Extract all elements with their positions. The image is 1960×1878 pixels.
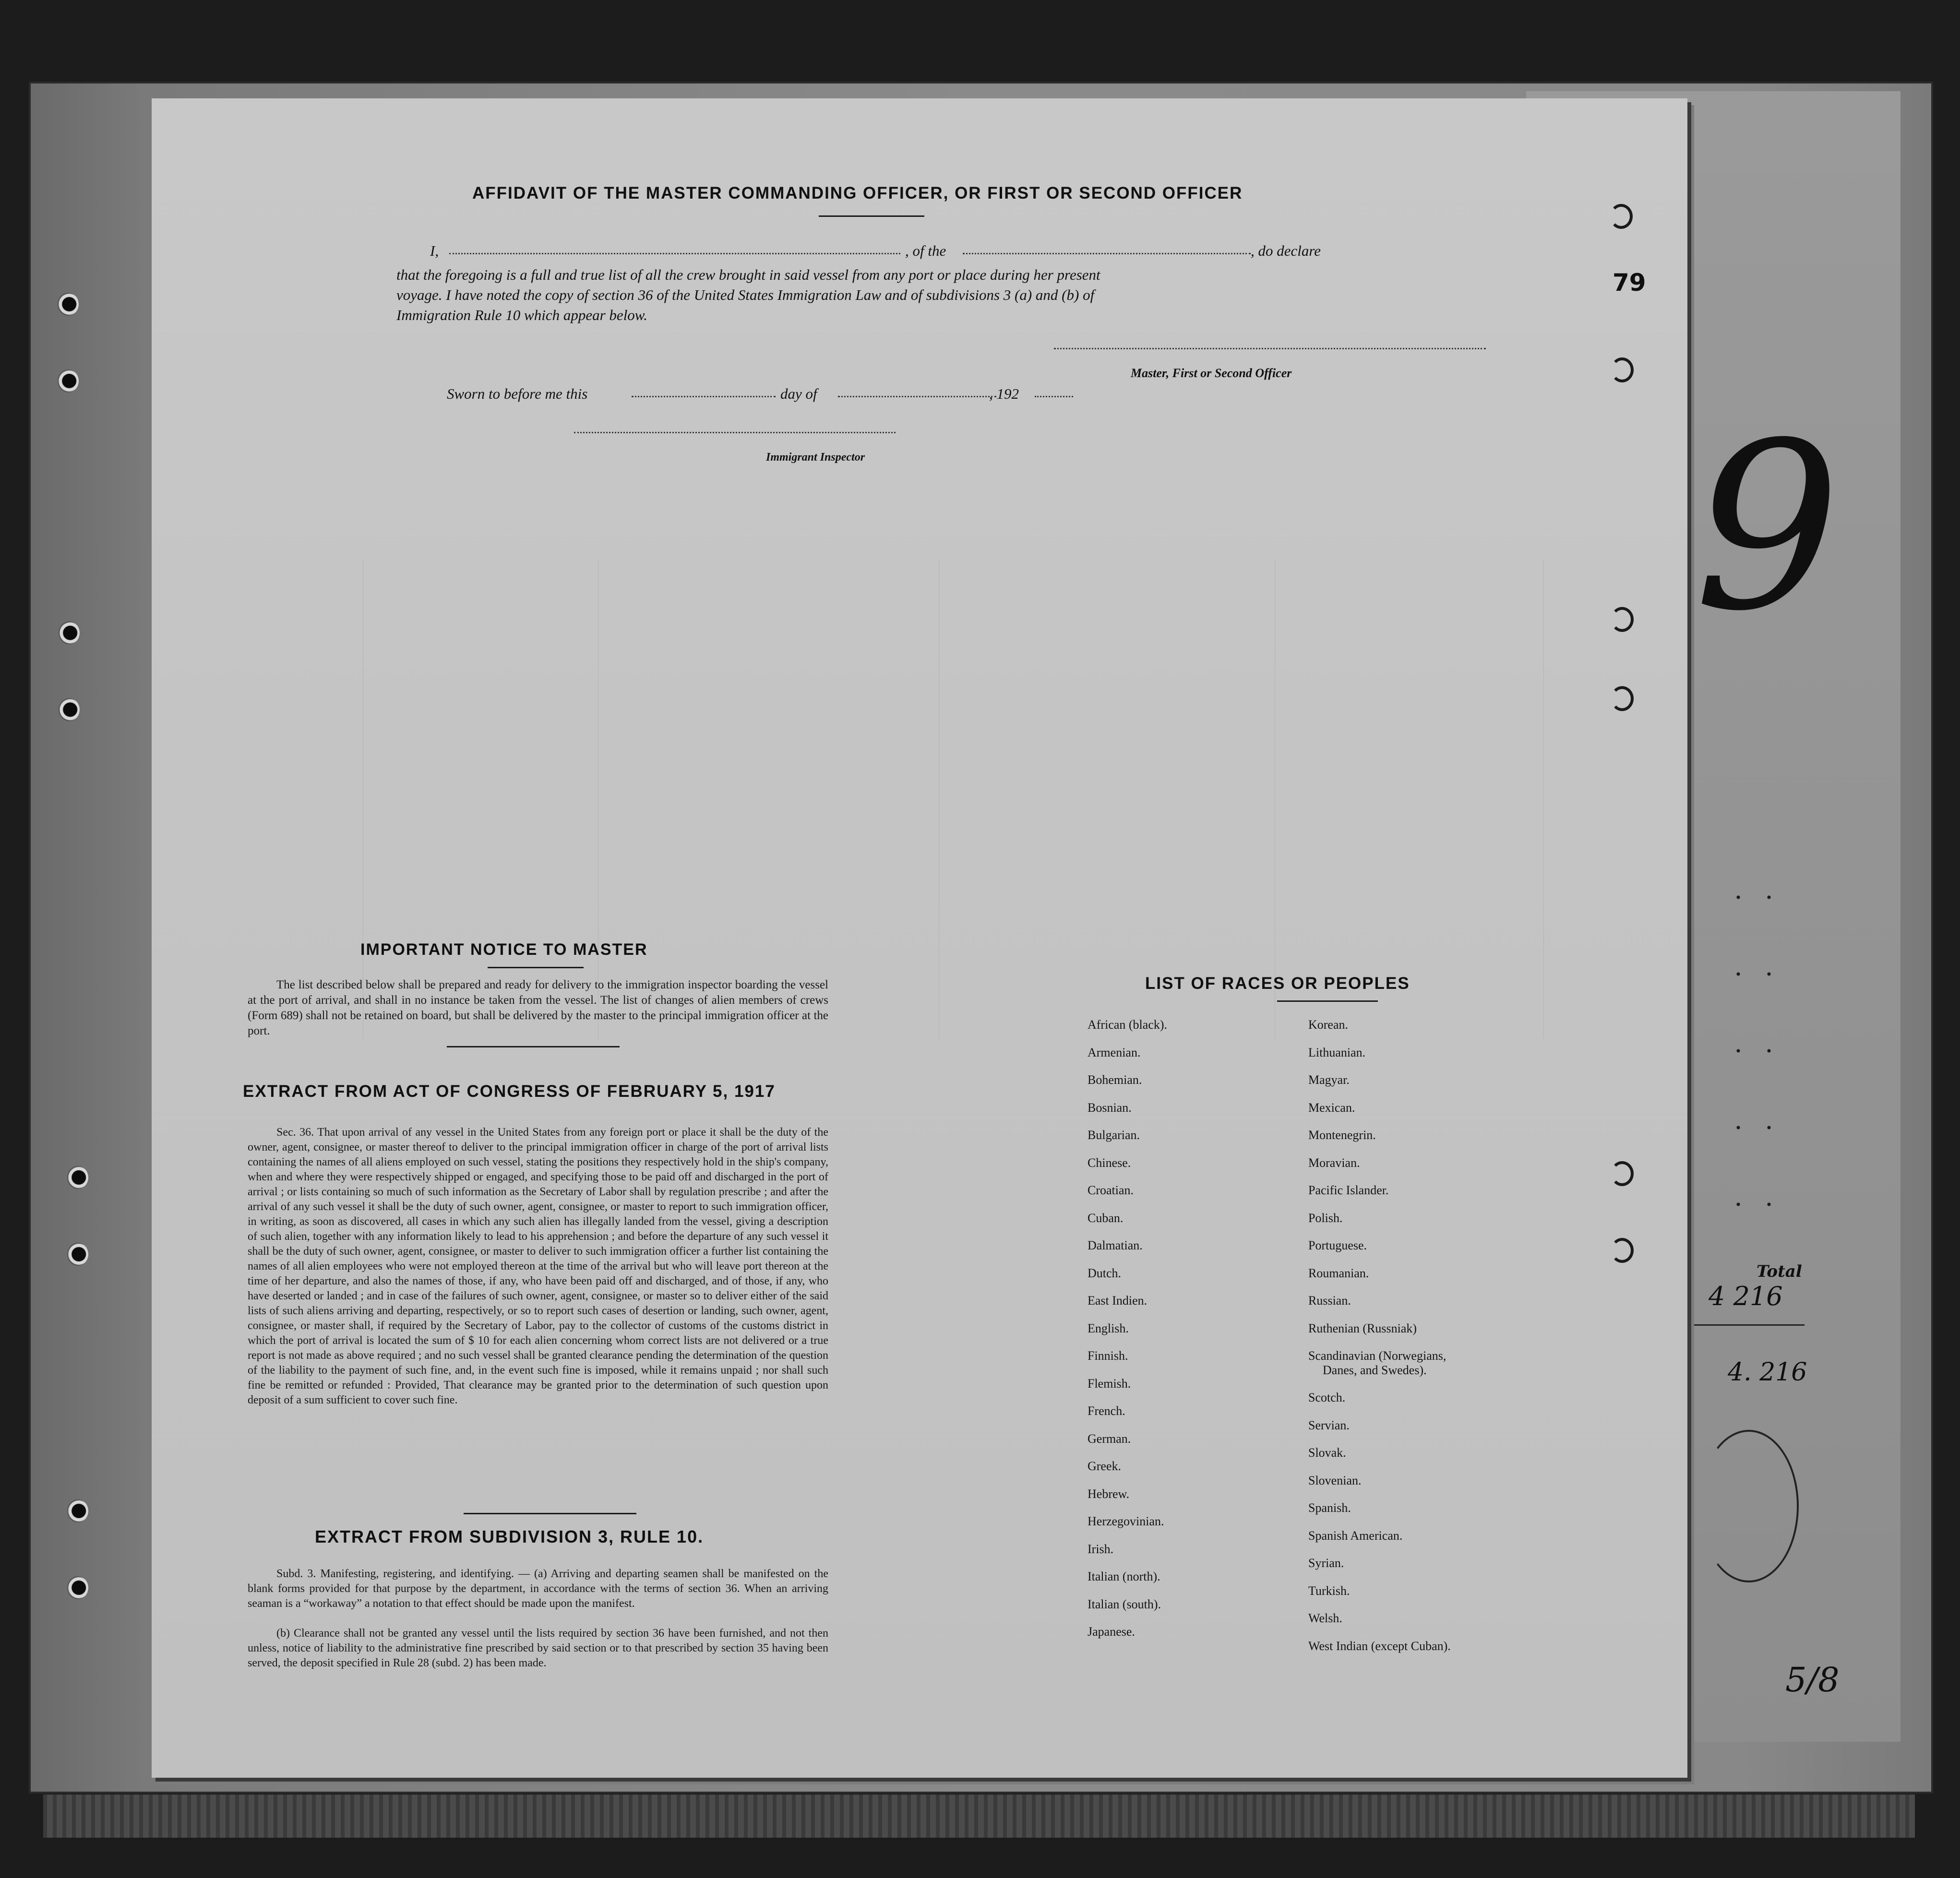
- race-item: German.: [1088, 1431, 1131, 1446]
- rule-text-b: (b) Clearance shall not be granted any vessel until the lists required by section 36 have been furnished, and not then unless, notice of liability to the administrative fine prescribed by said section or to that prescribed by section 35 having been served, the deposit specified in Rule 28 (subd. 2) has been made.: [248, 1627, 828, 1669]
- notice-title: IMPORTANT NOTICE TO MASTER: [360, 940, 648, 959]
- punch-hole-icon: [67, 1499, 88, 1522]
- race-item: Polish.: [1308, 1211, 1343, 1225]
- race-item: Slovak.: [1308, 1446, 1346, 1460]
- race-item: French.: [1088, 1404, 1125, 1418]
- rule-text-a: Subd. 3. Manifesting, registering, and identifying. — (a) Arriving and departing seamen shall be manifested on the blank forms provided for that purpose by the department, in accordance with the terms of section 36. When an arriving seaman is a “workaway” a notation to that effect should be made upon the manifest.: [248, 1568, 828, 1610]
- race-item: West Indian (except Cuban).: [1308, 1639, 1451, 1653]
- races-column-2: [1308, 1011, 1451, 1660]
- race-item: Pacific Islander.: [1308, 1183, 1389, 1197]
- total-label: Total: [1757, 1262, 1802, 1281]
- race-item: Flemish.: [1088, 1376, 1131, 1391]
- race-item: Moravian.: [1308, 1155, 1360, 1170]
- race-item: Hebrew.: [1088, 1486, 1130, 1501]
- act-title: EXTRACT FROM ACT OF CONGRESS OF FEBRUARY 5, 1917: [243, 1082, 776, 1101]
- total-value-1: 4 216: [1709, 1281, 1783, 1311]
- punch-hole-icon: [67, 1243, 88, 1266]
- race-item: Danes, and Swedes).: [1323, 1363, 1427, 1377]
- day-of-label: day of: [780, 385, 817, 402]
- races-column-1: [1088, 1011, 1167, 1646]
- big-handwritten-numeral: 9: [1694, 393, 1841, 662]
- sworn-day-field[interactable]: [632, 396, 776, 397]
- affidavit-i: I,: [430, 242, 439, 259]
- race-item: Magyar.: [1308, 1073, 1350, 1087]
- sworn-month-field[interactable]: [838, 396, 996, 397]
- race-item: African (black).: [1088, 1018, 1168, 1032]
- notice-text: The list described below shall be prepared and ready for delivery to the immigration inspector boarding the vessel at the port of arrival, and shall in no instance be taken from the vessel. The list of changes of alien members of crews (Form 689) shall not be retained on board, but shall be delivered by the master to the principal immigration officer at the port.: [248, 978, 828, 1037]
- race-item: Italian (north).: [1088, 1569, 1160, 1583]
- act-text: Sec. 36. That upon arrival of any vessel in the United States from any foreign port or place it shall be the duty of the owner, agent, consignee, or master thereof to deliver to the principal immigration officer in charge of the port of arrival lists containing the names of all aliens employed on such vessel, stating the positions they respectively hold in the ship's company, when and where they were respectively shipped or engaged, and specifying those to be paid off and discharged in the port of arrival ; or lists containing so much of such information as the Secretary of Labor shall by regulation prescribe ; and after the arrival of any such vessel it shall be the duty of such owner, agent, consignee, or master to report to such immigration officer, in writing, as soon as discovered, all cases in which any such alien has illegally landed from the vessel, giving a description of such alien, together with any information likely to lead to his apprehension ; and before the departure of any such vessel it shall be the duty of such owner, agent, consignee, or master to deliver to such immigration officer a further list containing the names of all alien employees who were not employed thereon at the time of the arrival but who will leave port thereon at the time of her departure, and also the names of those, if any, who have been paid off and discharged, and of those, if any, who have deserted or landed ; and in case of the failures of such owner, agent, consignee, or master so to deliver either of the said lists of such aliens arriving and departing, respectively, or so to report such cases of desertion or landing, such owner, agent, consignee, or master shall, if required by the Secretary of Labor, pay to the collector of customs of the customs district in which the port of arrival is located the sum of $ 10 for each alien concerning whom correct lists are not delivered or a true report is not made as above required ; and no such vessel shall be granted clearance pending the determination of the question of the liability to the payment of such fine, and, in the event such fine is imposed, while it remains unpaid ; nor shall such fine be remitted or refunded : Provided, That clearance may be granted prior to the determination of such question upon deposit of a sum sufficient to cover such fine.: [248, 1126, 828, 1406]
- page-hole-icon: [1611, 1238, 1634, 1263]
- race-item: Roumanian.: [1308, 1266, 1369, 1280]
- race-item: Scotch.: [1308, 1391, 1346, 1404]
- rule-title: EXTRACT FROM SUBDIVISION 3, RULE 10.: [315, 1527, 704, 1546]
- divider: [488, 967, 584, 968]
- race-item: Turkish.: [1308, 1583, 1350, 1598]
- race-item: Russian.: [1308, 1294, 1351, 1307]
- underlying-dots: [1723, 859, 1785, 1252]
- page-hole-icon: [1611, 1161, 1634, 1186]
- bleed-line: [1543, 559, 1544, 1039]
- race-item: Greek.: [1088, 1459, 1122, 1473]
- race-item: Dutch.: [1088, 1266, 1122, 1280]
- vessel-field[interactable]: [963, 253, 1251, 254]
- inspector-caption: Immigrant Inspector: [766, 451, 865, 464]
- page-hole-icon: [1611, 686, 1634, 711]
- fraction-note: 5/8: [1785, 1660, 1840, 1700]
- hand-drawn-circle: [1699, 1430, 1799, 1582]
- divider: [447, 1046, 620, 1047]
- sworn-year-field[interactable]: [1035, 396, 1073, 397]
- page-hole-icon: [1611, 357, 1634, 382]
- affidavit-para-2: voyage. I have noted the copy of section 36 of the United States Immigration Law and of subdivisions 3 (a) and (b) of: [396, 286, 1095, 303]
- race-item: English.: [1088, 1321, 1129, 1335]
- race-item: Herzegovinian.: [1088, 1514, 1164, 1528]
- race-item: Ruthenian (Russniak): [1308, 1321, 1417, 1335]
- punch-hole-icon: [58, 293, 79, 316]
- punch-hole-icon: [58, 369, 79, 392]
- page-number: 79: [1613, 269, 1646, 297]
- race-item: Lithuanian.: [1308, 1045, 1366, 1059]
- master-caption: Master, First or Second Officer: [1131, 366, 1292, 380]
- divider: [1277, 1000, 1378, 1002]
- punch-hole-icon: [67, 1576, 88, 1599]
- sworn-label: Sworn to before me this: [447, 385, 588, 402]
- page-hole-icon: [1611, 607, 1634, 632]
- affidavit-title: AFFIDAVIT OF THE MASTER COMMANDING OFFICER, OR FIRST OR SECOND OFFICER: [472, 184, 1243, 202]
- total-rule: [1694, 1324, 1805, 1326]
- year-label: , 192: [989, 385, 1019, 402]
- race-item: Dalmatian.: [1088, 1238, 1143, 1252]
- race-item: Slovenian.: [1308, 1473, 1362, 1487]
- race-item: Armenian.: [1088, 1045, 1141, 1059]
- inspector-signature-line[interactable]: [574, 432, 896, 433]
- race-item: Syrian.: [1308, 1556, 1344, 1570]
- race-item: Spanish.: [1308, 1501, 1351, 1515]
- race-item: Korean.: [1308, 1018, 1349, 1032]
- race-item: Cuban.: [1088, 1211, 1123, 1225]
- race-item: Welsh.: [1308, 1611, 1342, 1625]
- race-item: Japanese.: [1088, 1625, 1135, 1639]
- race-item: Servian.: [1308, 1418, 1350, 1432]
- punch-hole-icon: [67, 1166, 88, 1189]
- race-item: Italian (south).: [1088, 1597, 1161, 1611]
- affidavit-para-3: Immigration Rule 10 which appear below.: [396, 307, 647, 323]
- punch-hole-icon: [59, 698, 80, 721]
- race-item: Scandinavian (Norwegians,: [1308, 1349, 1446, 1363]
- binder-edge: [43, 1795, 1915, 1838]
- race-item: Croatian.: [1088, 1183, 1134, 1197]
- race-item: Chinese.: [1088, 1155, 1131, 1170]
- race-item: Bohemian.: [1088, 1073, 1142, 1087]
- race-item: Montenegrin.: [1308, 1128, 1376, 1142]
- master-signature-line[interactable]: [1054, 348, 1486, 349]
- race-item: Bosnian.: [1088, 1100, 1132, 1115]
- affidavit-declare: , do declare: [1251, 242, 1321, 259]
- affidavit-of-the: , of the: [905, 242, 946, 259]
- race-item: Irish.: [1088, 1542, 1114, 1556]
- race-item: Bulgarian.: [1088, 1128, 1140, 1142]
- race-item: East Indien.: [1088, 1294, 1147, 1307]
- punch-hole-icon: [59, 621, 80, 644]
- name-field[interactable]: [449, 253, 900, 254]
- race-item: Portuguese.: [1308, 1238, 1367, 1252]
- races-title: LIST OF RACES OR PEOPLES: [1145, 974, 1410, 993]
- race-item: Mexican.: [1308, 1100, 1355, 1115]
- race-item: Finnish.: [1088, 1349, 1128, 1363]
- total-value-2: 4. 216: [1728, 1358, 1807, 1387]
- page-hole-icon: [1610, 204, 1633, 229]
- manifest-sheet: [152, 98, 1687, 1778]
- affidavit-para-1: that the foregoing is a full and true list of all the crew brought in said vessel from any port or place during her present: [396, 266, 1100, 283]
- race-item: Spanish American.: [1308, 1528, 1403, 1543]
- divider: [464, 1513, 636, 1514]
- divider: [819, 215, 924, 217]
